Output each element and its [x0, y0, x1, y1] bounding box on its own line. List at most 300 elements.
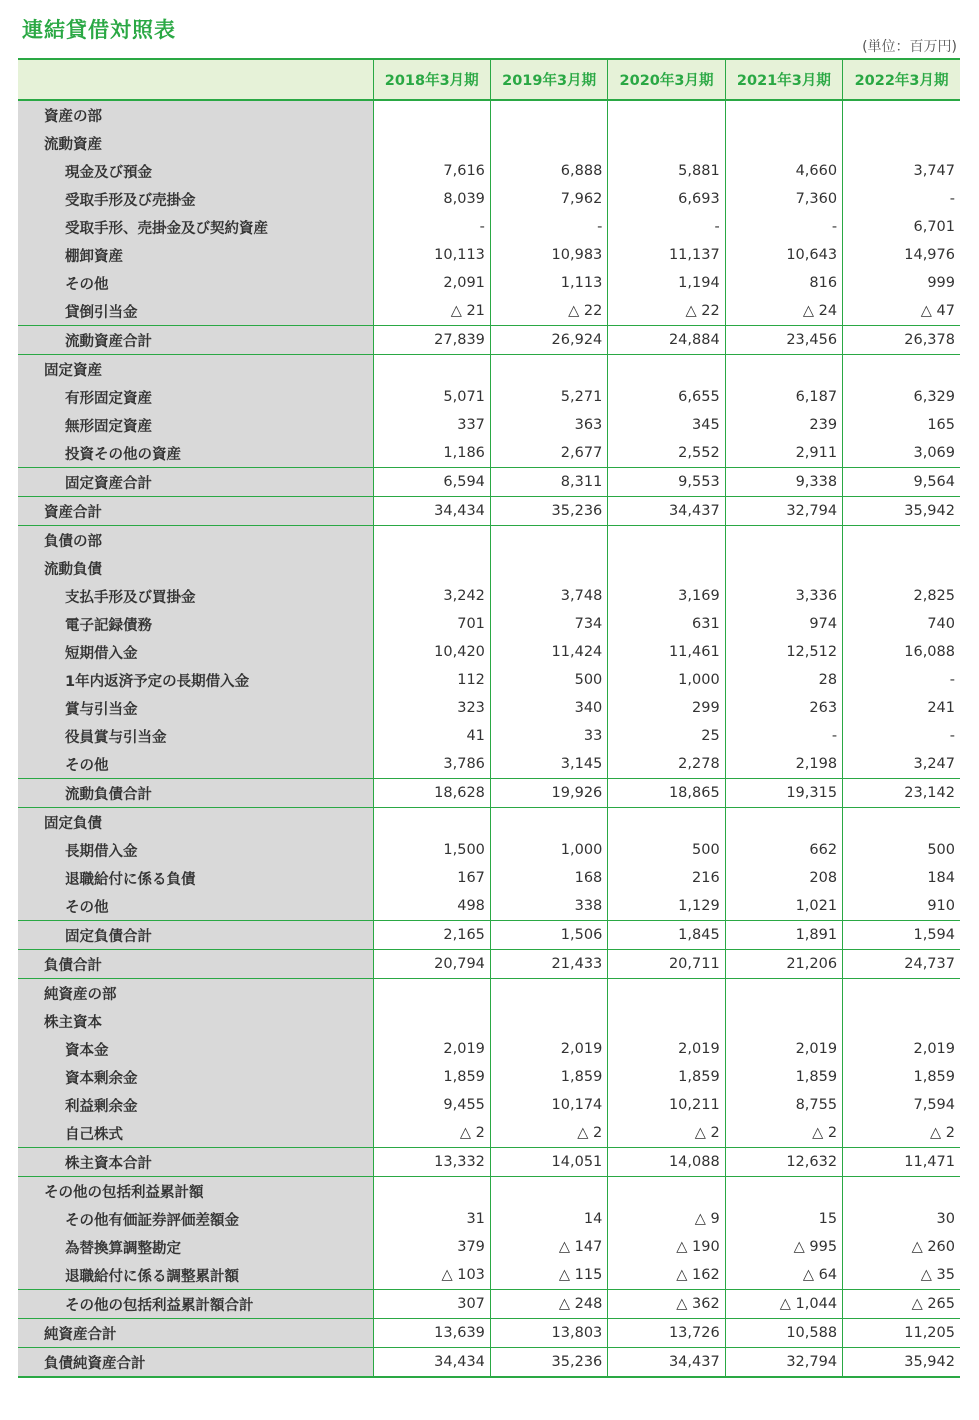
row-label: 固定負債合計 — [18, 921, 373, 950]
value-cell: 21,206 — [725, 950, 842, 979]
value-cell: 1,113 — [490, 269, 607, 297]
value-cell: 7,616 — [373, 157, 490, 185]
value-cell: 35,942 — [843, 1348, 960, 1378]
value-cell: - — [725, 213, 842, 241]
table-row — [18, 326, 960, 355]
value-cell — [373, 979, 490, 1008]
value-cell: 208 — [725, 864, 842, 892]
value-cell: △ 2 — [490, 1119, 607, 1148]
value-cell — [608, 355, 725, 384]
value-cell: 24,737 — [843, 950, 960, 979]
value-cell: - — [373, 213, 490, 241]
value-cell: 4,660 — [725, 157, 842, 185]
value-cell: 10,113 — [373, 241, 490, 269]
value-cell: 338 — [490, 892, 607, 921]
value-cell: 3,747 — [843, 157, 960, 185]
value-cell: 3,748 — [490, 582, 607, 610]
table-row — [18, 1319, 960, 1348]
row-label: その他の包括利益累計額 — [18, 1177, 373, 1206]
value-cell: 165 — [843, 411, 960, 439]
table-row — [18, 1007, 960, 1035]
table-row — [18, 1091, 960, 1119]
value-cell: 337 — [373, 411, 490, 439]
value-cell: 1,845 — [608, 921, 725, 950]
row-label: 利益剰余金 — [18, 1091, 373, 1119]
value-cell: - — [843, 722, 960, 750]
value-cell: 168 — [490, 864, 607, 892]
table-row — [18, 213, 960, 241]
value-cell — [490, 808, 607, 837]
row-label: その他の包括利益累計額合計 — [18, 1290, 373, 1319]
value-cell: 2,019 — [490, 1035, 607, 1063]
row-label: 負債合計 — [18, 950, 373, 979]
value-cell: 345 — [608, 411, 725, 439]
row-label: 固定資産 — [18, 355, 373, 384]
value-cell: 1,021 — [725, 892, 842, 921]
value-cell: 5,881 — [608, 157, 725, 185]
row-label: 資産合計 — [18, 497, 373, 526]
value-cell: 10,588 — [725, 1319, 842, 1348]
value-cell: 2,091 — [373, 269, 490, 297]
value-cell — [843, 100, 960, 129]
table-row — [18, 1063, 960, 1091]
value-cell: 6,693 — [608, 185, 725, 213]
value-cell: △ 35 — [843, 1261, 960, 1290]
table-row — [18, 1148, 960, 1177]
value-cell: △ 260 — [843, 1233, 960, 1261]
value-cell: 7,962 — [490, 185, 607, 213]
value-cell: 14 — [490, 1205, 607, 1233]
value-cell: 21,433 — [490, 950, 607, 979]
value-cell: 363 — [490, 411, 607, 439]
value-cell: 18,865 — [608, 779, 725, 808]
value-cell: △ 103 — [373, 1261, 490, 1290]
value-cell: 299 — [608, 694, 725, 722]
value-cell: 14,051 — [490, 1148, 607, 1177]
row-label: 退職給付に係る調整累計額 — [18, 1261, 373, 1290]
value-cell: △ 2 — [725, 1119, 842, 1148]
value-cell — [843, 1177, 960, 1206]
value-cell — [725, 554, 842, 582]
table-row — [18, 750, 960, 779]
value-cell: △ 2 — [608, 1119, 725, 1148]
value-cell: 6,701 — [843, 213, 960, 241]
value-cell: 2,198 — [725, 750, 842, 779]
value-cell: 10,420 — [373, 638, 490, 666]
value-cell: △ 190 — [608, 1233, 725, 1261]
value-cell: 10,211 — [608, 1091, 725, 1119]
value-cell — [373, 100, 490, 129]
value-cell — [608, 100, 725, 129]
row-label: 支払手形及び買掛金 — [18, 582, 373, 610]
value-cell: 3,247 — [843, 750, 960, 779]
value-cell: 816 — [725, 269, 842, 297]
value-cell: 1,859 — [608, 1063, 725, 1091]
value-cell: 9,553 — [608, 468, 725, 497]
value-cell: △ 2 — [373, 1119, 490, 1148]
row-label: 為替換算調整勘定 — [18, 1233, 373, 1261]
value-cell: △ 362 — [608, 1290, 725, 1319]
value-cell — [490, 554, 607, 582]
value-cell — [843, 808, 960, 837]
value-cell: 6,187 — [725, 383, 842, 411]
value-cell: △ 22 — [608, 297, 725, 326]
value-cell: 3,336 — [725, 582, 842, 610]
row-label: 流動負債合計 — [18, 779, 373, 808]
value-cell — [843, 1007, 960, 1035]
value-cell: 35,236 — [490, 497, 607, 526]
table-row — [18, 439, 960, 468]
value-cell: 241 — [843, 694, 960, 722]
value-cell: 6,329 — [843, 383, 960, 411]
value-cell: 239 — [725, 411, 842, 439]
value-cell: 112 — [373, 666, 490, 694]
value-cell: △ 24 — [725, 297, 842, 326]
value-cell — [490, 100, 607, 129]
row-label: 負債純資産合計 — [18, 1348, 373, 1378]
value-cell: 167 — [373, 864, 490, 892]
value-cell: 19,926 — [490, 779, 607, 808]
value-cell: 2,278 — [608, 750, 725, 779]
value-cell: 20,711 — [608, 950, 725, 979]
value-cell: 500 — [490, 666, 607, 694]
table-row — [18, 185, 960, 213]
value-cell: 11,205 — [843, 1319, 960, 1348]
value-cell: 14,088 — [608, 1148, 725, 1177]
table-row — [18, 779, 960, 808]
value-cell: 734 — [490, 610, 607, 638]
column-header: 2021年3月期 — [725, 59, 842, 100]
value-cell: 6,655 — [608, 383, 725, 411]
value-cell: △ 995 — [725, 1233, 842, 1261]
row-label: 賞与引当金 — [18, 694, 373, 722]
value-cell: 24,884 — [608, 326, 725, 355]
row-label: 自己株式 — [18, 1119, 373, 1148]
value-cell: 23,142 — [843, 779, 960, 808]
row-label: 純資産合計 — [18, 1319, 373, 1348]
value-cell: 340 — [490, 694, 607, 722]
row-label: 有形固定資産 — [18, 383, 373, 411]
value-cell — [725, 100, 842, 129]
row-label: 長期借入金 — [18, 836, 373, 864]
table-row — [18, 638, 960, 666]
table-row — [18, 1177, 960, 1206]
value-cell — [725, 355, 842, 384]
table-row — [18, 582, 960, 610]
row-label: 流動資産 — [18, 129, 373, 157]
value-cell — [843, 355, 960, 384]
row-label: 資本金 — [18, 1035, 373, 1063]
value-cell: 34,437 — [608, 1348, 725, 1378]
table-row — [18, 269, 960, 297]
table-row — [18, 979, 960, 1008]
table-row — [18, 610, 960, 638]
row-label: 株主資本 — [18, 1007, 373, 1035]
value-cell: 1,594 — [843, 921, 960, 950]
value-cell: 10,174 — [490, 1091, 607, 1119]
value-cell: 26,924 — [490, 326, 607, 355]
value-cell: 20,794 — [373, 950, 490, 979]
value-cell — [373, 554, 490, 582]
value-cell: 11,471 — [843, 1148, 960, 1177]
value-cell — [373, 526, 490, 555]
value-cell: 34,434 — [373, 497, 490, 526]
value-cell: 14,976 — [843, 241, 960, 269]
value-cell: 25 — [608, 722, 725, 750]
row-label: 退職給付に係る負債 — [18, 864, 373, 892]
value-cell — [490, 1007, 607, 1035]
value-cell: 3,145 — [490, 750, 607, 779]
row-label: 流動負債 — [18, 554, 373, 582]
value-cell — [725, 1007, 842, 1035]
table-row — [18, 526, 960, 555]
value-cell: △ 47 — [843, 297, 960, 326]
table-row — [18, 694, 960, 722]
value-cell: 2,165 — [373, 921, 490, 950]
value-cell: △ 2 — [843, 1119, 960, 1148]
value-cell: 3,169 — [608, 582, 725, 610]
value-cell: 1,506 — [490, 921, 607, 950]
value-cell: 184 — [843, 864, 960, 892]
table-row — [18, 1261, 960, 1290]
value-cell: 13,332 — [373, 1148, 490, 1177]
unit-note: (単位：百万円) — [862, 39, 957, 55]
value-cell: 500 — [843, 836, 960, 864]
value-cell — [608, 554, 725, 582]
table-header-row — [18, 59, 960, 100]
value-cell: 500 — [608, 836, 725, 864]
value-cell: 3,786 — [373, 750, 490, 779]
value-cell: 662 — [725, 836, 842, 864]
row-label: 貸倒引当金 — [18, 297, 373, 326]
table-row — [18, 921, 960, 950]
row-label: 投資その他の資産 — [18, 439, 373, 468]
row-label: 純資産の部 — [18, 979, 373, 1008]
value-cell: △ 115 — [490, 1261, 607, 1290]
row-label: 現金及び預金 — [18, 157, 373, 185]
balance-sheet-table — [18, 58, 960, 1378]
table-row — [18, 297, 960, 326]
value-cell: 34,434 — [373, 1348, 490, 1378]
value-cell: 2,019 — [725, 1035, 842, 1063]
value-cell: 1,000 — [490, 836, 607, 864]
value-cell: 18,628 — [373, 779, 490, 808]
value-cell: 3,069 — [843, 439, 960, 468]
row-label: 無形固定資産 — [18, 411, 373, 439]
value-cell: 2,677 — [490, 439, 607, 468]
row-label: 短期借入金 — [18, 638, 373, 666]
value-cell — [490, 526, 607, 555]
value-cell: 8,755 — [725, 1091, 842, 1119]
value-cell — [608, 129, 725, 157]
column-header: 2022年3月期 — [843, 59, 960, 100]
value-cell: - — [725, 722, 842, 750]
table-row — [18, 1233, 960, 1261]
value-cell: 740 — [843, 610, 960, 638]
value-cell: 15 — [725, 1205, 842, 1233]
row-label: 株主資本合計 — [18, 1148, 373, 1177]
column-header: 2018年3月期 — [373, 59, 490, 100]
value-cell: 263 — [725, 694, 842, 722]
value-cell — [843, 526, 960, 555]
value-cell — [373, 1007, 490, 1035]
value-cell: △ 22 — [490, 297, 607, 326]
value-cell: △ 248 — [490, 1290, 607, 1319]
value-cell: 8,039 — [373, 185, 490, 213]
value-cell: △ 162 — [608, 1261, 725, 1290]
value-cell — [843, 979, 960, 1008]
value-cell: 32,794 — [725, 497, 842, 526]
value-cell: 2,019 — [843, 1035, 960, 1063]
table-row — [18, 497, 960, 526]
table-row — [18, 241, 960, 269]
value-cell: 9,338 — [725, 468, 842, 497]
value-cell: 1,859 — [843, 1063, 960, 1091]
value-cell: 1,129 — [608, 892, 725, 921]
value-cell: - — [490, 213, 607, 241]
row-label: 固定資産合計 — [18, 468, 373, 497]
value-cell — [490, 979, 607, 1008]
row-label: 電子記録債務 — [18, 610, 373, 638]
value-cell: 701 — [373, 610, 490, 638]
row-label: 受取手形及び売掛金 — [18, 185, 373, 213]
value-cell: 974 — [725, 610, 842, 638]
value-cell — [725, 1177, 842, 1206]
value-cell: △ 9 — [608, 1205, 725, 1233]
value-cell: 1,500 — [373, 836, 490, 864]
value-cell: 2,911 — [725, 439, 842, 468]
value-cell — [373, 355, 490, 384]
value-cell: 2,552 — [608, 439, 725, 468]
value-cell: 33 — [490, 722, 607, 750]
value-cell: 30 — [843, 1205, 960, 1233]
row-label: その他 — [18, 892, 373, 921]
value-cell: 1,859 — [490, 1063, 607, 1091]
value-cell: △ 147 — [490, 1233, 607, 1261]
value-cell — [725, 526, 842, 555]
table-row — [18, 1035, 960, 1063]
table-row — [18, 157, 960, 185]
table-row — [18, 722, 960, 750]
value-cell: △ 64 — [725, 1261, 842, 1290]
value-cell: 1,000 — [608, 666, 725, 694]
value-cell: 13,726 — [608, 1319, 725, 1348]
value-cell: 9,564 — [843, 468, 960, 497]
value-cell — [725, 979, 842, 1008]
page-title: 連結貸借対照表 — [22, 18, 176, 42]
value-cell: 34,437 — [608, 497, 725, 526]
table-row — [18, 864, 960, 892]
value-cell: 1,891 — [725, 921, 842, 950]
row-label: その他 — [18, 269, 373, 297]
table-row — [18, 355, 960, 384]
value-cell: 31 — [373, 1205, 490, 1233]
value-cell: 910 — [843, 892, 960, 921]
value-cell: 12,512 — [725, 638, 842, 666]
table-row — [18, 554, 960, 582]
value-cell: 1,859 — [373, 1063, 490, 1091]
table-row — [18, 468, 960, 497]
table-row — [18, 100, 960, 129]
value-cell: 6,594 — [373, 468, 490, 497]
value-cell: 28 — [725, 666, 842, 694]
table-row — [18, 1119, 960, 1148]
column-header: 2019年3月期 — [490, 59, 607, 100]
value-cell: △ 265 — [843, 1290, 960, 1319]
row-label: その他 — [18, 750, 373, 779]
table-row — [18, 1348, 960, 1378]
value-cell: 379 — [373, 1233, 490, 1261]
value-cell: 9,455 — [373, 1091, 490, 1119]
value-cell: 2,825 — [843, 582, 960, 610]
table-row — [18, 383, 960, 411]
value-cell — [843, 129, 960, 157]
value-cell: 35,942 — [843, 497, 960, 526]
value-cell: 1,859 — [725, 1063, 842, 1091]
value-cell — [373, 808, 490, 837]
value-cell: 41 — [373, 722, 490, 750]
row-label: 役員賞与引当金 — [18, 722, 373, 750]
value-cell: 8,311 — [490, 468, 607, 497]
table-row — [18, 666, 960, 694]
row-label: 固定負債 — [18, 808, 373, 837]
value-cell — [608, 1177, 725, 1206]
value-cell: △ 1,044 — [725, 1290, 842, 1319]
value-cell — [725, 808, 842, 837]
value-cell — [373, 1177, 490, 1206]
value-cell: 5,271 — [490, 383, 607, 411]
value-cell: 5,071 — [373, 383, 490, 411]
value-cell: 498 — [373, 892, 490, 921]
value-cell: 27,839 — [373, 326, 490, 355]
table-row — [18, 836, 960, 864]
table-row — [18, 1290, 960, 1319]
table-row — [18, 808, 960, 837]
value-cell: 11,461 — [608, 638, 725, 666]
value-cell — [490, 1177, 607, 1206]
value-cell: 3,242 — [373, 582, 490, 610]
value-cell: 16,088 — [843, 638, 960, 666]
column-header: 2020年3月期 — [608, 59, 725, 100]
row-label: 流動資産合計 — [18, 326, 373, 355]
value-cell — [608, 808, 725, 837]
row-label: 負債の部 — [18, 526, 373, 555]
value-cell: - — [843, 666, 960, 694]
value-cell: - — [843, 185, 960, 213]
value-cell: - — [608, 213, 725, 241]
value-cell: 11,424 — [490, 638, 607, 666]
value-cell: 2,019 — [373, 1035, 490, 1063]
value-cell: 32,794 — [725, 1348, 842, 1378]
value-cell — [843, 554, 960, 582]
value-cell — [608, 526, 725, 555]
value-cell: 2,019 — [608, 1035, 725, 1063]
value-cell: 6,888 — [490, 157, 607, 185]
value-cell — [490, 355, 607, 384]
row-label: 資産の部 — [18, 100, 373, 129]
value-cell: 10,983 — [490, 241, 607, 269]
value-cell: 19,315 — [725, 779, 842, 808]
row-label: その他有価証券評価差額金 — [18, 1205, 373, 1233]
value-cell — [490, 129, 607, 157]
value-cell: 216 — [608, 864, 725, 892]
value-cell: 26,378 — [843, 326, 960, 355]
value-cell — [373, 129, 490, 157]
value-cell — [725, 129, 842, 157]
table-row — [18, 950, 960, 979]
value-cell: 11,137 — [608, 241, 725, 269]
value-cell: 1,186 — [373, 439, 490, 468]
